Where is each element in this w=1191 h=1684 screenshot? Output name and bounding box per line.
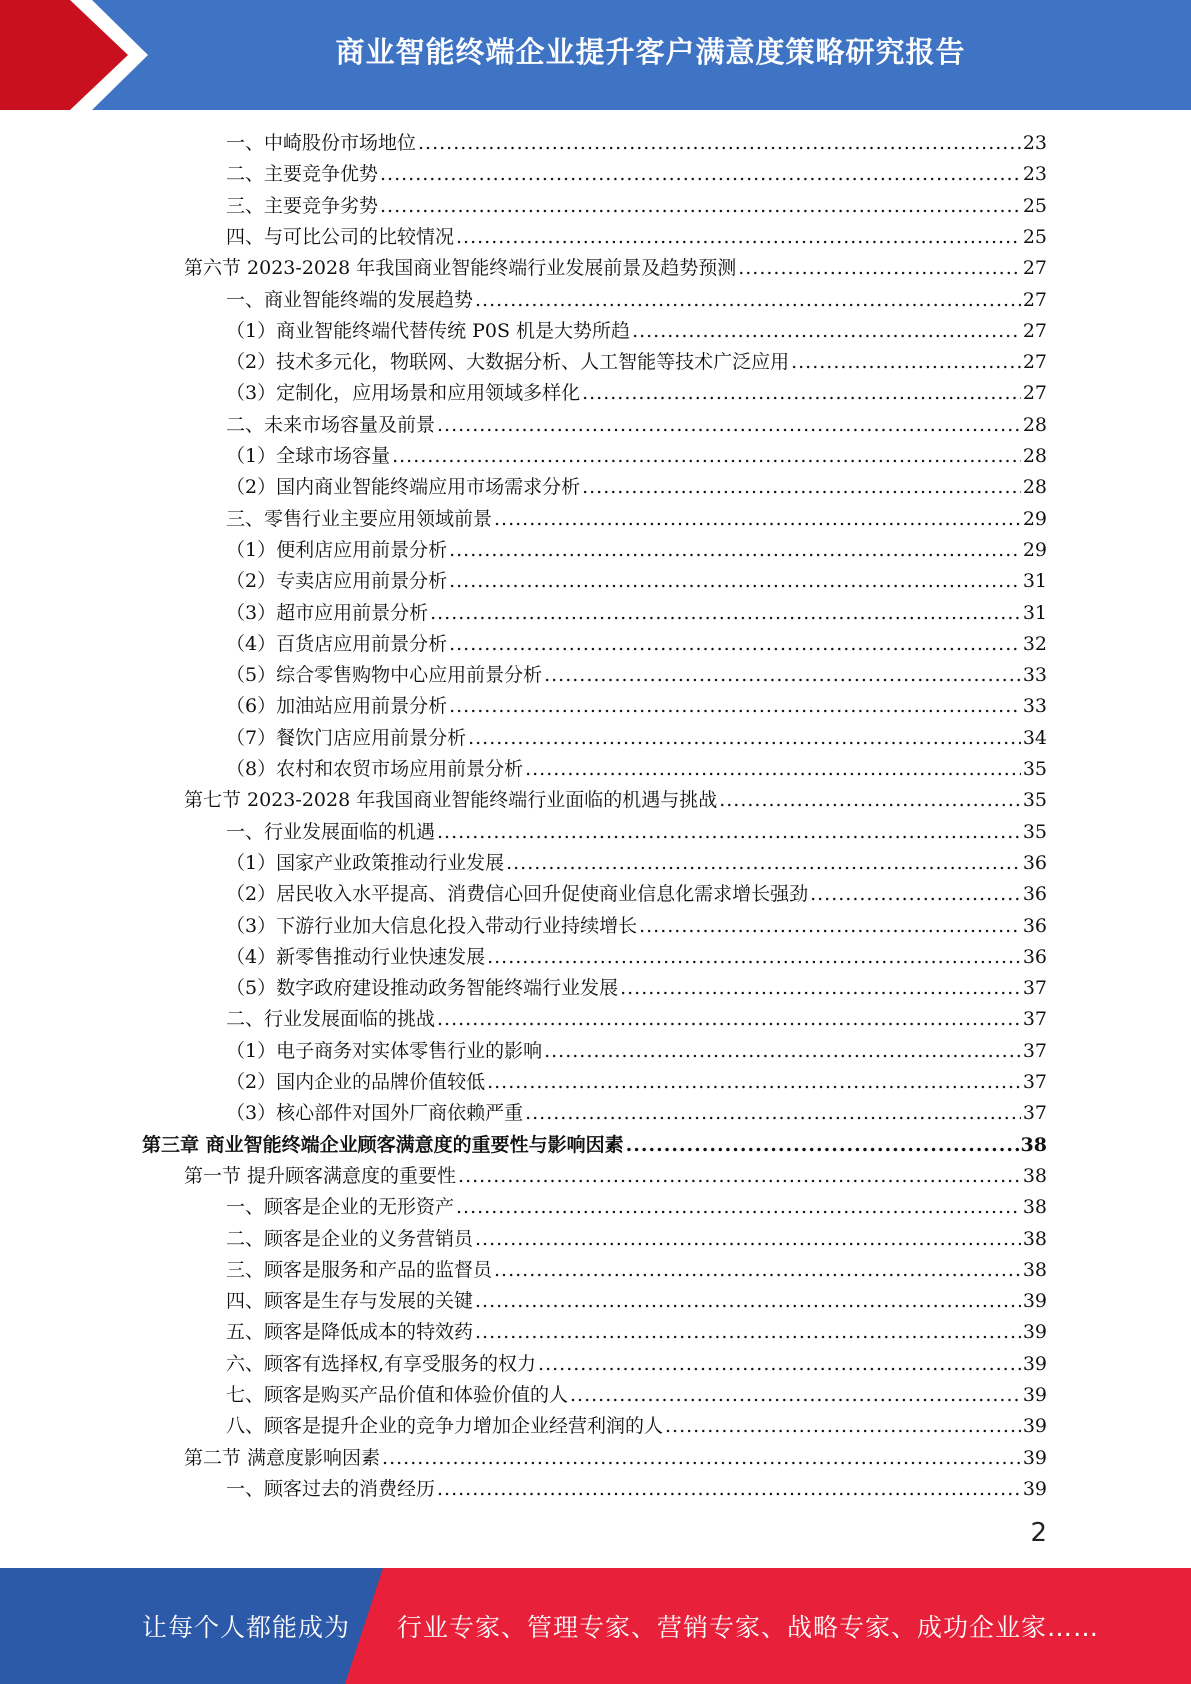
toc-entry[interactable] bbox=[226, 1317, 1047, 1348]
toc-entry-page: 31 bbox=[1022, 601, 1047, 624]
toc-entry-title: （4）百货店应用前景分析 bbox=[226, 632, 448, 655]
toc-entry-title: 四、与可比公司的比较情况 bbox=[226, 225, 455, 248]
toc-entry-title: 一、顾客过去的消费经历 bbox=[226, 1477, 436, 1500]
report-title: 商业智能终端企业提升客户满意度策略研究报告 bbox=[335, 34, 966, 69]
toc-entry[interactable] bbox=[142, 1130, 1047, 1161]
toc-entry-title: 二、未来市场容量及前景 bbox=[226, 413, 436, 436]
toc-dot-leader bbox=[494, 504, 1021, 535]
toc-entry[interactable] bbox=[226, 410, 1047, 441]
toc-entry[interactable] bbox=[226, 1192, 1047, 1223]
toc-entry-title: （1）国家产业政策推动行业发展 bbox=[226, 851, 505, 874]
toc-dot-leader bbox=[449, 629, 1021, 660]
toc-entry[interactable] bbox=[226, 347, 1047, 378]
toc-entry[interactable] bbox=[226, 128, 1047, 159]
toc-entry[interactable] bbox=[226, 504, 1047, 535]
toc-entry-page: 39 bbox=[1022, 1290, 1047, 1313]
toc-entry-page: 33 bbox=[1022, 664, 1047, 687]
toc-entry[interactable] bbox=[226, 285, 1047, 316]
toc-dot-leader bbox=[525, 1098, 1021, 1129]
toc-entry[interactable] bbox=[226, 316, 1047, 347]
toc-entry[interactable] bbox=[226, 879, 1047, 910]
toc-entry-title: 二、顾客是企业的义务营销员 bbox=[226, 1227, 474, 1250]
toc-entry-page: 27 bbox=[1022, 351, 1047, 374]
toc-entry[interactable] bbox=[226, 660, 1047, 691]
toc-dot-leader bbox=[456, 1192, 1021, 1223]
toc-entry[interactable] bbox=[226, 222, 1047, 253]
page-footer bbox=[0, 1568, 1191, 1684]
toc-entry[interactable] bbox=[226, 191, 1047, 222]
toc-dot-leader bbox=[380, 159, 1021, 190]
toc-entry[interactable] bbox=[226, 566, 1047, 597]
toc-entry-page: 39 bbox=[1022, 1321, 1047, 1344]
toc-entry-page: 29 bbox=[1022, 507, 1047, 530]
toc-entry-title: 三、顾客是服务和产品的监督员 bbox=[226, 1258, 493, 1281]
toc-entry-title: 三、主要竞争劣势 bbox=[226, 194, 379, 217]
toc-entry-title: （3）定制化，应用场景和应用领域多样化 bbox=[226, 382, 581, 405]
toc-dot-leader bbox=[538, 1349, 1021, 1380]
toc-entry-page: 39 bbox=[1022, 1477, 1047, 1500]
toc-entry-page: 28 bbox=[1022, 476, 1047, 499]
toc-dot-leader bbox=[418, 128, 1021, 159]
toc-dot-leader bbox=[437, 1474, 1021, 1505]
toc-entry-page: 31 bbox=[1022, 570, 1047, 593]
toc-entry[interactable] bbox=[226, 1474, 1047, 1505]
toc-entry-page: 36 bbox=[1022, 851, 1047, 874]
toc-entry-title: （3）超市应用前景分析 bbox=[226, 601, 429, 624]
toc-entry[interactable] bbox=[226, 1224, 1047, 1255]
toc-entry[interactable] bbox=[226, 1411, 1047, 1442]
toc-entry[interactable] bbox=[226, 973, 1047, 1004]
toc-entry-title: 八、顾客是提升企业的竞争力增加企业经营利润的人 bbox=[226, 1415, 664, 1438]
toc-entry[interactable] bbox=[184, 1443, 1047, 1474]
toc-entry-page: 39 bbox=[1022, 1384, 1047, 1406]
toc-entry-title: （2）国内商业智能终端应用市场需求分析 bbox=[226, 476, 581, 499]
toc-entry-title: （5）综合零售购物中心应用前景分析 bbox=[226, 664, 543, 687]
toc-entry[interactable] bbox=[226, 629, 1047, 660]
toc-entry-page: 36 bbox=[1022, 945, 1047, 968]
toc-entry-page: 27 bbox=[1022, 257, 1047, 280]
toc-entry[interactable] bbox=[226, 911, 1047, 942]
toc-entry-page: 25 bbox=[1022, 225, 1047, 248]
toc-dot-leader bbox=[475, 285, 1021, 316]
toc-entry-title: 第一节 提升顾客满意度的重要性 bbox=[184, 1164, 457, 1187]
toc-entry-page: 27 bbox=[1022, 288, 1047, 311]
toc-entry-title: 一、顾客是企业的无形资产 bbox=[226, 1196, 455, 1219]
toc-dot-leader bbox=[494, 1255, 1021, 1286]
toc-dot-leader bbox=[468, 723, 1021, 754]
toc-dot-leader bbox=[475, 1224, 1021, 1255]
toc-dot-leader bbox=[719, 785, 1021, 816]
toc-entry-page: 38 bbox=[1022, 1258, 1047, 1281]
toc-entry-title: （5）数字政府建设推动政务智能终端行业发展 bbox=[226, 977, 619, 1000]
footer-slogan-left: 让每个人都能成为 bbox=[142, 1613, 351, 1642]
toc-dot-leader bbox=[582, 472, 1021, 503]
toc-entry-page: 32 bbox=[1022, 632, 1047, 655]
toc-entry[interactable] bbox=[226, 817, 1047, 848]
toc-entry-page: 39 bbox=[1022, 1415, 1047, 1438]
toc-entry-title: （8）农村和农贸市场应用前景分析 bbox=[226, 758, 524, 780]
toc-dot-leader bbox=[487, 1067, 1021, 1098]
toc-entry-page: 33 bbox=[1022, 695, 1047, 718]
toc-entry[interactable] bbox=[226, 848, 1047, 879]
toc-dot-leader bbox=[810, 879, 1021, 910]
toc-entry[interactable] bbox=[226, 754, 1047, 785]
toc-entry-title: （3）核心部件对国外厂商依赖严重 bbox=[226, 1102, 524, 1125]
toc-entry[interactable] bbox=[184, 1161, 1047, 1192]
toc-entry[interactable] bbox=[226, 1098, 1047, 1129]
page-header bbox=[0, 0, 1191, 110]
toc-entry-page: 35 bbox=[1022, 820, 1047, 843]
toc-dot-leader bbox=[544, 1036, 1021, 1067]
toc-entry-title: 一、中崎股份市场地位 bbox=[226, 132, 417, 154]
toc-dot-leader bbox=[430, 598, 1021, 629]
toc-entry-page: 27 bbox=[1022, 382, 1047, 405]
toc-entry-title: 一、商业智能终端的发展趋势 bbox=[226, 288, 474, 311]
toc-entry-page: 27 bbox=[1022, 319, 1047, 342]
toc-dot-leader bbox=[506, 848, 1021, 879]
toc-entry-page: 37 bbox=[1022, 1071, 1047, 1093]
toc-dot-leader bbox=[738, 253, 1021, 284]
toc-entry-page: 35 bbox=[1022, 758, 1047, 780]
toc-entry-page: 23 bbox=[1022, 163, 1047, 186]
toc-entry-page: 37 bbox=[1022, 1039, 1047, 1062]
toc-dot-leader bbox=[458, 1161, 1021, 1192]
toc-dot-leader bbox=[620, 973, 1021, 1004]
toc-dot-leader bbox=[632, 316, 1021, 347]
toc-entry[interactable] bbox=[226, 1004, 1047, 1035]
toc-entry-page: 28 bbox=[1022, 413, 1047, 436]
toc-dot-leader bbox=[570, 1380, 1021, 1411]
toc-entry[interactable] bbox=[226, 441, 1047, 472]
toc-entry[interactable] bbox=[226, 1349, 1047, 1380]
toc-dot-leader bbox=[626, 1130, 1019, 1161]
toc-entry-page: 39 bbox=[1022, 1446, 1047, 1469]
toc-entry-title: （1）商业智能终端代替传统 P0S 机是大势所趋 bbox=[226, 319, 631, 342]
toc-dot-leader bbox=[392, 441, 1021, 472]
toc-entry-title: 六、顾客有选择权,有享受服务的权力 bbox=[226, 1352, 537, 1375]
toc-dot-leader bbox=[449, 691, 1021, 722]
toc-dot-leader bbox=[437, 410, 1021, 441]
toc-dot-leader bbox=[582, 378, 1021, 409]
toc-entry-page: 38 bbox=[1020, 1133, 1047, 1156]
toc-dot-leader bbox=[665, 1411, 1021, 1442]
toc-entry-title: 四、顾客是生存与发展的关键 bbox=[226, 1290, 474, 1313]
toc-entry-title: 七、顾客是购买产品价值和体验价值的人 bbox=[226, 1384, 569, 1406]
toc-entry[interactable] bbox=[226, 1255, 1047, 1286]
toc-dot-leader bbox=[475, 1286, 1021, 1317]
toc-entry-title: 五、顾客是降低成本的特效药 bbox=[226, 1321, 474, 1344]
toc-entry-page: 25 bbox=[1022, 194, 1047, 217]
toc-entry-page: 29 bbox=[1022, 538, 1047, 561]
toc-entry-title: （2）专卖店应用前景分析 bbox=[226, 570, 448, 593]
toc-entry[interactable] bbox=[226, 159, 1047, 190]
footer-slogan-right: 行业专家、管理专家、营销专家、战略专家、成功企业家…… bbox=[397, 1613, 1100, 1642]
toc-entry-page: 37 bbox=[1022, 1008, 1047, 1031]
toc-entry-title: （1）便利店应用前景分析 bbox=[226, 538, 448, 561]
toc-dot-leader bbox=[456, 222, 1021, 253]
toc-entry[interactable] bbox=[184, 785, 1047, 816]
toc-entry[interactable] bbox=[184, 253, 1047, 284]
toc-entry[interactable] bbox=[226, 1286, 1047, 1317]
header-arrow-decoration bbox=[0, 0, 160, 110]
toc-dot-leader bbox=[382, 1443, 1021, 1474]
toc-dot-leader bbox=[525, 754, 1021, 785]
toc-dot-leader bbox=[475, 1317, 1021, 1348]
toc-entry-page: 34 bbox=[1022, 726, 1047, 749]
toc-dot-leader bbox=[437, 817, 1021, 848]
toc-entry-page: 37 bbox=[1022, 1102, 1047, 1125]
toc-entry-page: 38 bbox=[1022, 1227, 1047, 1250]
toc-entry-title: 一、行业发展面临的机遇 bbox=[226, 820, 436, 843]
toc-entry[interactable] bbox=[226, 598, 1047, 629]
toc-entry-page: 38 bbox=[1022, 1164, 1047, 1187]
toc-entry-page: 36 bbox=[1022, 914, 1047, 937]
toc-entry-title: （4）新零售推动行业快速发展 bbox=[226, 945, 486, 968]
toc-entry-title: （1）电子商务对实体零售行业的影响 bbox=[226, 1039, 543, 1062]
toc-entry-title: 第六节 2023-2028 年我国商业智能终端行业发展前景及趋势预测 bbox=[184, 257, 737, 280]
toc-entry[interactable] bbox=[226, 691, 1047, 722]
toc-dot-leader bbox=[449, 566, 1021, 597]
toc-entry[interactable] bbox=[226, 472, 1047, 503]
page-number: 2 bbox=[1030, 1518, 1047, 1548]
toc-dot-leader bbox=[791, 347, 1021, 378]
toc-entry[interactable] bbox=[226, 1036, 1047, 1067]
toc-dot-leader bbox=[449, 535, 1021, 566]
toc-entry[interactable] bbox=[226, 535, 1047, 566]
toc-dot-leader bbox=[639, 911, 1021, 942]
toc-entry-page: 23 bbox=[1022, 132, 1047, 154]
toc-entry-page: 35 bbox=[1022, 789, 1047, 812]
toc-entry-title: （3）下游行业加大信息化投入带动行业持续增长 bbox=[226, 914, 638, 937]
toc-entry-title: （2）居民收入水平提高、消费信心回升促使商业信息化需求增长强劲 bbox=[226, 883, 809, 906]
toc-entry-title: 第二节 满意度影响因素 bbox=[184, 1446, 381, 1469]
toc-entry-title: 第七节 2023-2028 年我国商业智能终端行业面临的机遇与挑战 bbox=[184, 789, 718, 812]
toc-entry-page: 38 bbox=[1022, 1196, 1047, 1219]
toc-entry-title: （7）餐饮门店应用前景分析 bbox=[226, 726, 467, 749]
toc-entry-title: 二、行业发展面临的挑战 bbox=[226, 1008, 436, 1031]
toc-dot-leader bbox=[380, 191, 1021, 222]
toc-entry-title: （2）国内企业的品牌价值较低 bbox=[226, 1071, 486, 1093]
toc-entry[interactable] bbox=[226, 723, 1047, 754]
toc-dot-leader bbox=[544, 660, 1021, 691]
toc-entry[interactable] bbox=[226, 1067, 1047, 1098]
toc-entry-title: （2）技术多元化，物联网、大数据分析、人工智能等技术广泛应用 bbox=[226, 351, 790, 374]
toc-entry-title: 第三章 商业智能终端企业顾客满意度的重要性与影响因素 bbox=[142, 1133, 624, 1156]
toc-entry[interactable] bbox=[226, 378, 1047, 409]
toc-entry-title: 二、主要竞争优势 bbox=[226, 163, 379, 186]
toc-dot-leader bbox=[487, 942, 1021, 973]
toc-entry-title: 三、零售行业主要应用领域前景 bbox=[226, 507, 493, 530]
toc-entry-page: 37 bbox=[1022, 977, 1047, 1000]
toc-entry-page: 28 bbox=[1022, 445, 1047, 467]
toc-entry-title: （6）加油站应用前景分析 bbox=[226, 695, 448, 718]
toc-entry[interactable] bbox=[226, 1380, 1047, 1411]
toc-dot-leader bbox=[437, 1004, 1021, 1035]
toc-entry-title: （1）全球市场容量 bbox=[226, 445, 391, 467]
toc-entry-page: 39 bbox=[1022, 1352, 1047, 1375]
toc-entry[interactable] bbox=[226, 942, 1047, 973]
toc-entry-page: 36 bbox=[1022, 883, 1047, 906]
